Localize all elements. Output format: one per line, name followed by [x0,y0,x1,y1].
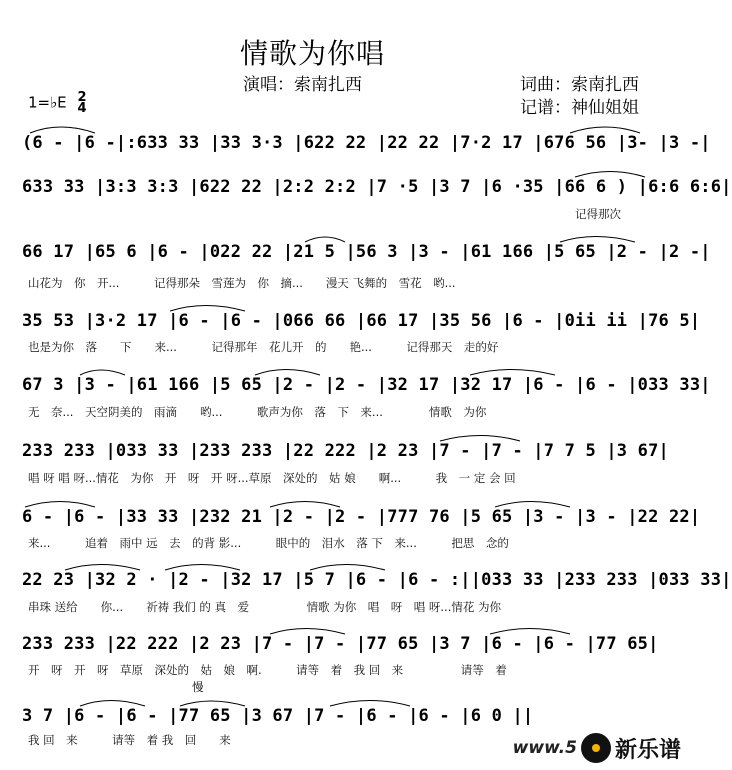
singer-credit: 演唱：索南扎西 [243,75,362,95]
time-top: 2 [77,90,87,105]
notation-row: (6 - |6 -|:633 33 |33 3·3 |622 22 |22 22 |7·2 17 |676 56 |3- |3 -| [22,133,711,153]
watermark-url: www.5 [512,738,577,758]
lyrics-row: 记得那次 [575,207,621,221]
song-title: 情歌为你唱 [240,37,386,70]
notation-row: 67 3 |3 - |61 166 |5 65 |2 - |2 - |32 17 |32 17 |6 - |6 - |033 33| [22,375,711,395]
notation-row: 22 23 |32 2 · |2 - |32 17 |5 7 |6 - |6 - :||033 33 |233 233 |033 33| [22,570,732,590]
composer-credit: 词曲：索南扎西 [520,75,639,95]
notation-row: 233 233 |033 33 |233 233 |22 222 |2 23 |7 - |7 - |7 7 5 |3 67| [22,441,669,461]
time-bottom: 4 [77,101,87,116]
lyrics-row: 也是为你 落 下 来... 记得那年 花儿开 的 艳... 记得那天 走的好 [28,340,499,354]
lyrics-row: 开 呀 开 呀 草原 深处的 姑 娘 啊. 请等 着 我 回 来 请等 着 [28,663,507,677]
tempo-mark: 慢 [192,680,204,694]
notation-row: 66 17 |65 6 |6 - |022 22 |21 5 |56 3 |3 - |61 166 |5 65 |2 - |2 -| [22,242,711,262]
watermark-name: 新乐谱 [614,737,681,763]
vinyl-record-icon [581,733,611,763]
lyrics-row: 无 奈... 天空阴美的 雨滴 哟... 歌声为你 落 下 来... 情歌 为你 [28,405,487,419]
key-label: 1=♭E [28,93,67,112]
lyrics-row: 我 回 来 请等 着 我 回 来 [28,733,231,747]
notation-row: 6 - |6 - |33 33 |232 21 |2 - |2 - |777 76 |5 65 |3 - |3 - |22 22| [22,507,701,527]
watermark [489,726,689,770]
lyrics-row: 唱 呀 唱 呀...情花 为你 开 呀 开 呀...草原 深处的 姑 娘 啊... 我 一 定 会 回 [28,471,516,485]
lyrics-row: 来... 追着 雨中 远 去 的背 影... 眼中的 泪水 落 下 来... 把思 念的 [28,536,509,550]
notation-row: 35 53 |3·2 17 |6 - |6 - |066 66 |66 17 |35 56 |6 - |0ii ii |76 5| [22,311,701,331]
notation-row: 233 233 |22 222 |2 23 |7 - |7 - |77 65 |3 7 |6 - |6 - |77 65| [22,634,659,654]
transcriber-credit: 记谱：神仙姐姐 [520,98,639,118]
notation-row: 3 7 |6 - |6 - |77 65 |3 67 |7 - |6 - |6 - |6 0 || [22,706,534,726]
lyrics-row: 山花为 你 开... 记得那朵 雪莲为 你 摘... 漫天 飞舞的 雪花 哟... [28,276,456,290]
lyrics-row: 串珠 送给 你... 祈祷 我们 的 真 爱 情歌 为你 唱 呀 唱 呀...情花 为你 [28,600,502,614]
notation-row: 633 33 |3:3 3:3 |622 22 |2:2 2:2 |7 ·5 |3 7 |6 ·35 |66 6 ) |6:6 6:6| [22,177,732,197]
